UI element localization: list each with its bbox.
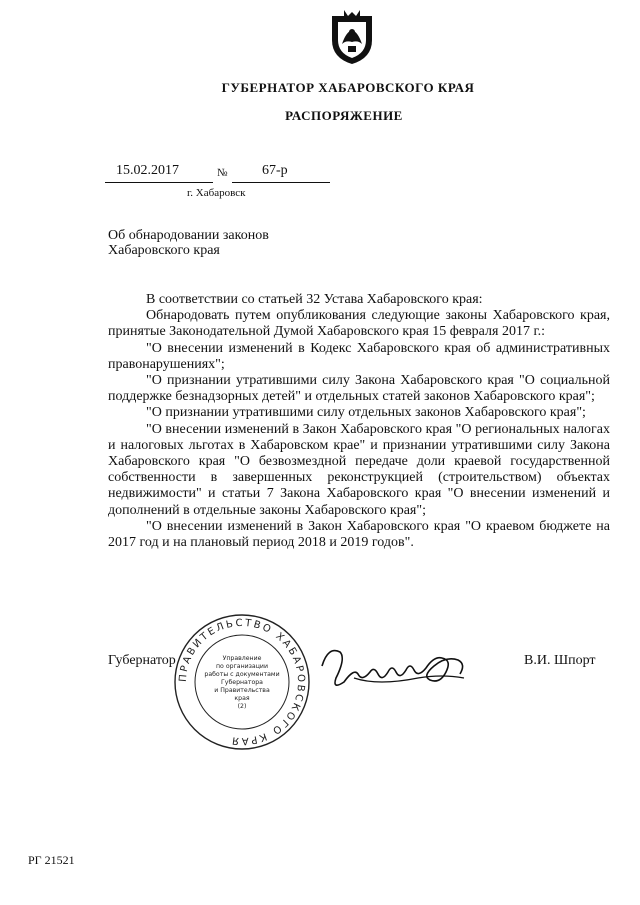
official-seal — [172, 612, 312, 752]
body-paragraph: "О внесении изменений в Закон Хабаровского края "О краевом бюджете на 2017 год и на плановый период 2018 и 2019 годов". — [108, 518, 610, 551]
seal-text-line: Управление — [222, 655, 262, 662]
seal-text-line: края — [234, 695, 250, 702]
body-paragraph: "О внесении изменений в Кодекс Хабаровского края об административных правонарушениях"; — [108, 340, 610, 372]
organization-title: ГУБЕРНАТОР ХАБАРОВСКОГО КРАЯ — [221, 80, 475, 95]
seal-text-line: (2) — [237, 703, 247, 710]
subject-line-2: Хабаровского края — [108, 243, 220, 258]
body-paragraph: Обнародовать путем опубликования следующие законы Хабаровского края, принятые Законодательной Думой Хабаровского края 15 февраля 2017 г.: — [108, 308, 610, 340]
body-paragraph: "О признании утратившими силу отдельных законов Хабаровского края"; — [146, 405, 586, 421]
seal-text-line: и Правительства — [214, 687, 270, 694]
document-type: РАСПОРЯЖЕНИЕ — [285, 108, 403, 123]
document-body — [108, 292, 610, 551]
handwritten-signature — [318, 638, 468, 698]
seal-text-line: работы с документами — [204, 671, 280, 678]
body-paragraph: "О признании утратившими силу Закона Хабаровского края "О социальной поддержке безнадзорных детей" и отдельных статей законов Хабаровского края"; — [108, 373, 610, 405]
document-number: 67-р — [262, 163, 288, 178]
signatory-position: Губернатор — [108, 653, 176, 668]
number-underline — [232, 182, 330, 183]
signatory-name: В.И. Шпорт — [524, 653, 596, 668]
seal-text-line: по организации — [216, 663, 268, 670]
date-underline — [105, 182, 213, 183]
issue-city: г. Хабаровск — [187, 187, 246, 199]
subject-line-1: Об обнародовании законов — [108, 228, 269, 243]
registration-number: РГ 21521 — [28, 853, 75, 867]
signature-icon — [318, 638, 468, 698]
body-paragraph: "О внесении изменений в Закон Хабаровского края "О региональных налогах и налоговых льготах в Хабаровском крае" и признании утратившими силу Закона Хабаровского края "О безвозмездной передаче доли краевой государственной собственности в завершенных реконструкцией (строительством) объектах недвижимости" и статьи 7 Закона Хабаровского края "О внесении изменений и дополнений в отдельные законы Хабаровского края"; — [108, 421, 610, 518]
number-sign: № — [217, 167, 228, 179]
coat-of-arms-emblem — [328, 10, 376, 66]
body-paragraph: В соответствии со статьей 32 Устава Хабаровского края: — [146, 292, 483, 307]
seal-ring-text: ПРАВИТЕЛЬСТВО ХАБАРОВСКОГО КРАЯ — [177, 617, 307, 747]
document-subject — [108, 228, 269, 258]
document-date: 15.02.2017 — [116, 163, 179, 178]
coat-of-arms-icon — [328, 10, 376, 66]
seal-text-line: Губернатора — [221, 679, 263, 686]
